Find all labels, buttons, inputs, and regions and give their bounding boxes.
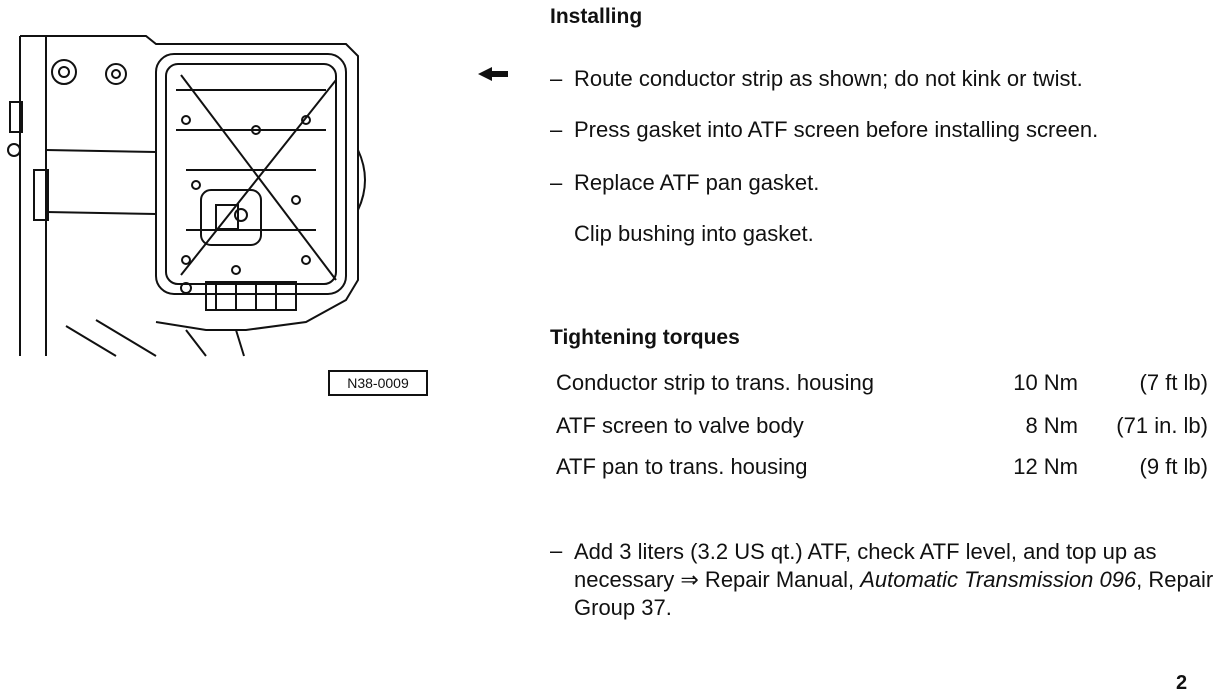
torques-heading: Tightening torques	[550, 326, 740, 349]
manual-title: Automatic Transmission 096	[860, 567, 1137, 592]
transmission-valve-body-illustration	[6, 30, 426, 391]
torque-imperial: (7 ft lb)	[1139, 370, 1208, 395]
torque-row	[556, 370, 1216, 400]
final-step-text-a: Add 3 liters (3.2 US qt.) ATF, check ATF level, and top up as necessary ⇒ Repair Manual,	[574, 539, 1157, 592]
torque-metric: 12 Nm	[1013, 454, 1078, 479]
arrow-left-icon	[478, 66, 508, 82]
torque-item: ATF pan to trans. housing	[556, 454, 808, 479]
torque-row	[556, 454, 1216, 484]
torque-imperial: (71 in. lb)	[1116, 413, 1208, 438]
bullet-dash: –	[550, 66, 563, 91]
torque-metric: 10 Nm	[1013, 370, 1078, 395]
install-step-3: Replace ATF pan gasket.	[574, 170, 820, 195]
install-step-2: Press gasket into ATF screen before installing screen.	[574, 117, 1099, 142]
figure-reference-code: N38-0009	[328, 370, 428, 396]
install-step-1: Route conductor strip as shown; do not kink or twist.	[574, 66, 1083, 91]
final-step-text-b: , Repair Group 37.	[574, 567, 1214, 620]
torque-metric: 8 Nm	[1025, 413, 1078, 438]
torque-item: Conductor strip to trans. housing	[556, 370, 874, 395]
torque-item: ATF screen to valve body	[556, 413, 804, 438]
bullet-dash: –	[550, 538, 563, 563]
torque-row	[556, 413, 1216, 443]
installing-heading: Installing	[550, 5, 643, 28]
bullet-dash: –	[550, 170, 563, 195]
torque-imperial: (9 ft lb)	[1139, 454, 1208, 479]
bullet-dash: –	[550, 117, 563, 142]
final-step-text	[574, 538, 1214, 622]
install-sub-note: Clip bushing into gasket.	[574, 221, 814, 246]
page-number: 2	[1176, 672, 1188, 694]
